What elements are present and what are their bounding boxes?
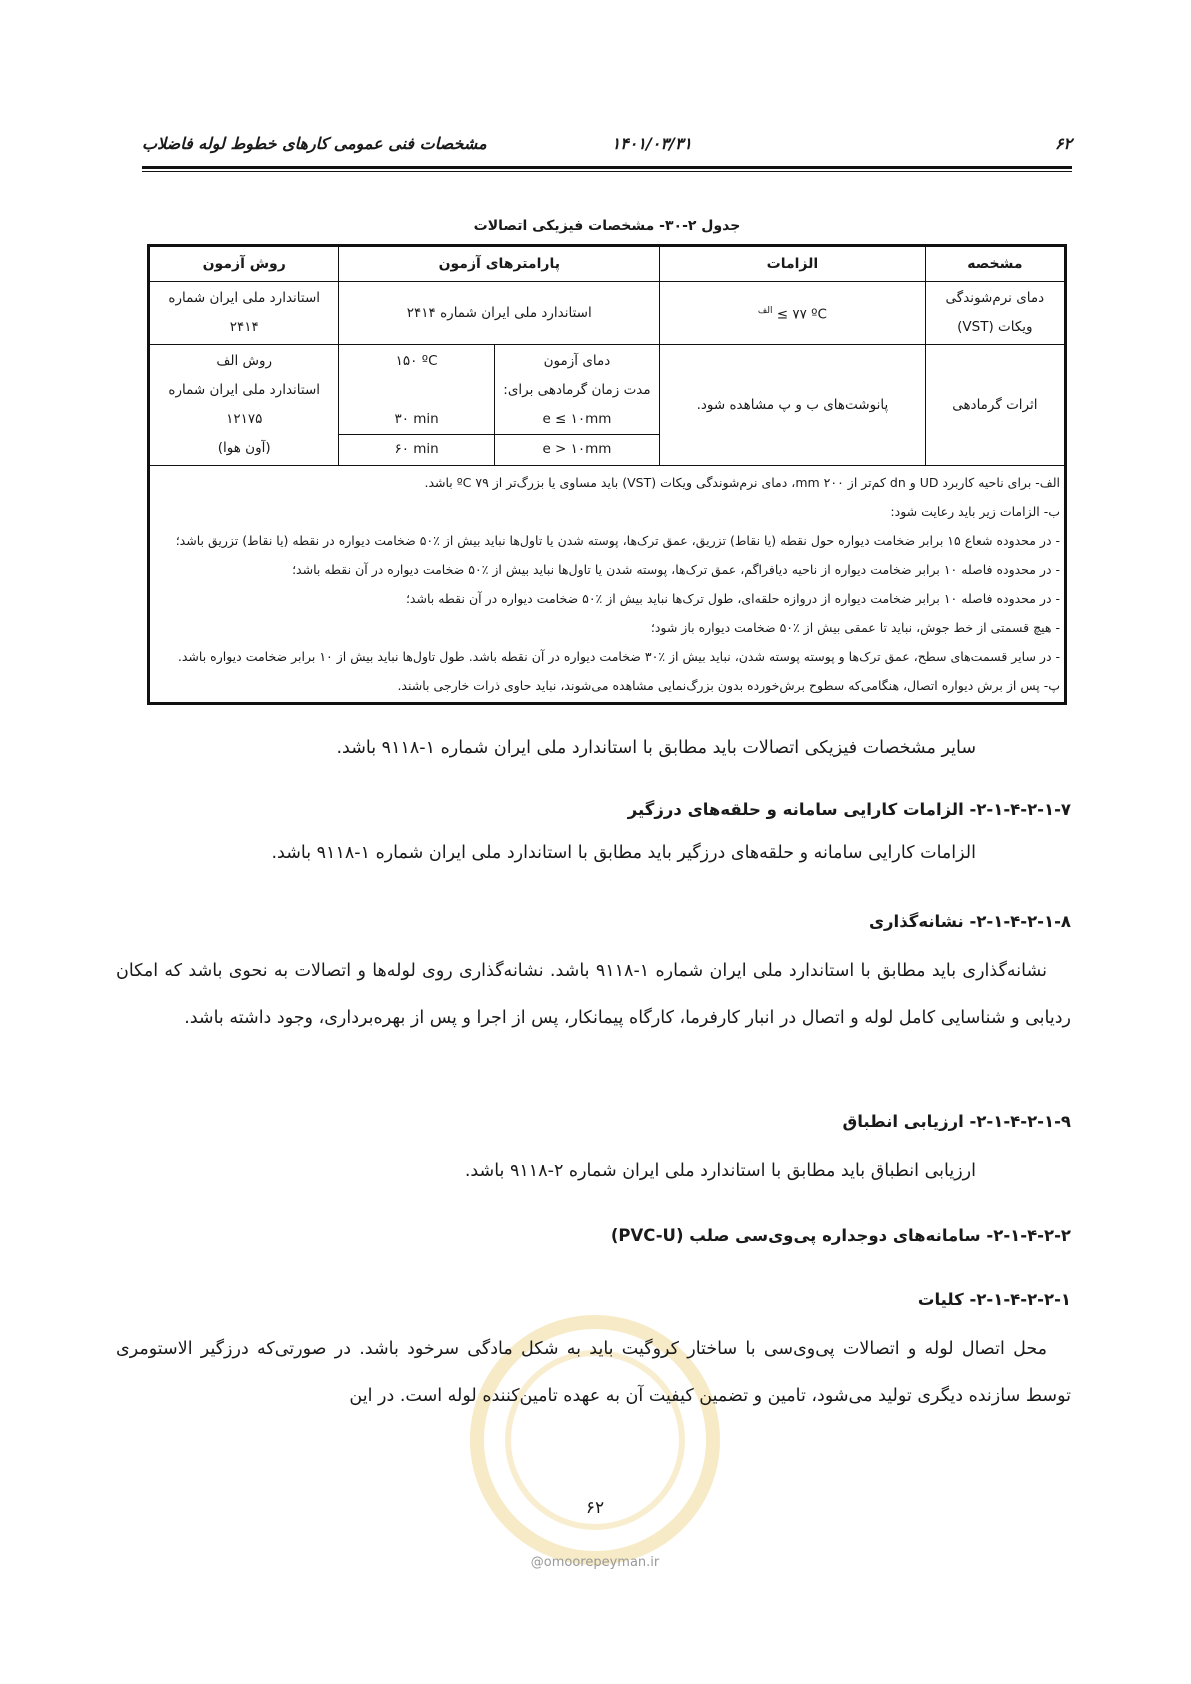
paragraph: نشانه‌گذاری باید مطابق با استاندارد ملی ایران شماره ۱-۹۱۱۸ باشد. نشانه‌گذاری روی لوله‌ها و اتصالات به نحوی باشد که امکان ردیابی و شناسایی کامل لوله و اتصال در انبار کارفرما، کارگاه پیمانکار، پس از اجرا و پس از بهره‌برداری، وجود داشته باشد. <box>116 961 1071 1028</box>
footnote-marker: الف <box>757 305 773 316</box>
paragraph: محل اتصال لوله و اتصالات پی‌وی‌سی با ساختار کروگیت باید به شکل مادگی سرخود باشد. در صورتی‌که درزگیر الاستومری توسط سازنده دیگری تولید می‌شود، تامین و تضمین کیفیت آن به عهده تامین‌کننده لوله است. در این <box>116 1339 1071 1406</box>
cell-line: ۶۰ min <box>339 434 493 464</box>
physical-properties-table <box>147 244 1067 705</box>
header-title: مشخصات فنی عمومی کارهای خطوط لوله فاضلاب <box>142 134 487 153</box>
cell-line: روش الف <box>216 353 273 369</box>
table-cell <box>149 345 339 466</box>
table-cell: استاندارد ملی ایران شماره ۲۴۱۴ <box>339 282 660 345</box>
section-heading: ۲-۱-۴-۲-۱-۷- الزامات کارایی سامانه و حلقه‌های درزگیر <box>627 800 1071 819</box>
cell-line: استاندارد ملی ایران شماره <box>168 382 321 398</box>
table-note: ب- الزامات زیر باید رعایت شود: <box>890 504 1060 519</box>
table-header: الزامات <box>660 246 926 282</box>
cell-line <box>339 376 493 405</box>
header-rule <box>142 166 1072 169</box>
requirement-value: ≤ ۷۷ ºC <box>776 306 827 323</box>
table-notes <box>149 466 1066 704</box>
section-heading: ۲-۱-۴-۲-۱-۹- ارزیابی انطباق <box>842 1112 1071 1131</box>
table-cell <box>660 282 926 345</box>
section-heading: ۲-۱-۴-۲-۲- سامانه‌های دوجداره پی‌وی‌سی صلب (PVC-U) <box>610 1226 1071 1245</box>
section-heading: ۲-۱-۴-۲-۱-۸- نشانه‌گذاری <box>868 912 1071 931</box>
cell-line: استاندارد ملی ایران شماره <box>168 290 321 306</box>
table-note: - در محدوده شعاع ۱۵ برابر ضخامت دیواره حول نقطه (یا نقاط) تزریق، عمق ترک‌ها، پوسته شدن یا تاول‌ها نباید بیش از ٪۵۰ ضخامت دیواره در نقطه (یا نقاط) تزریق باشد؛ <box>175 533 1060 548</box>
table-note: - در محدوده فاصله ۱۰ برابر ضخامت دیواره از دروازه حلقه‌ای، طول ترک‌ها نباید بیش از ٪۵۰ ضخامت دیواره در آن نقطه باشد؛ <box>405 591 1060 606</box>
paragraph: الزامات کارایی سامانه و حلقه‌های درزگیر باید مطابق با استاندارد ملی ایران شماره ۱-۹۱۱۸ باشد. <box>271 843 976 863</box>
table-note: - در سایر قسمت‌های سطح، عمق ترک‌ها و پوسته پوسته شدن، نباید بیش از ٪۳۰ ضخامت دیواره در آن نقطه باشد. طول تاول‌ها نباید بیش از ۱۰ برابر ضخامت دیواره باشد. <box>177 649 1060 664</box>
table-cell <box>339 345 494 466</box>
table-header: پارامترهای آزمون <box>339 246 660 282</box>
footer-page-number: ۶۲ <box>585 1498 605 1518</box>
table-note: - در محدوده فاصله ۱۰ برابر ضخامت دیواره از ناحیه دیافراگم، عمق ترک‌ها، پوسته شدن یا تاول‌ها نباید بیش از ٪۵۰ ضخامت دیواره در آن نقطه باشد؛ <box>292 562 1060 577</box>
cell-line: ویکات (VST) <box>957 319 1033 335</box>
cell-line: مدت زمان گرمادهی برای: <box>503 381 651 398</box>
cell-line: (آون هوا) <box>217 440 271 456</box>
header-rule-thin <box>142 171 1072 172</box>
table-note: پ- پس از برش دیواره اتصال، هنگامی‌که سطوح برش‌خورده بدون بزرگ‌نمایی مشاهده می‌شوند، نباید حاوی ذرات خارجی باشند. <box>397 678 1060 693</box>
header-page-number: ۶۲ <box>1054 134 1072 153</box>
footer-site[interactable]: @omoorepeyman.ir <box>530 1555 660 1570</box>
cell-line: دمای آزمون <box>543 352 611 369</box>
table-notes-row <box>149 466 1066 704</box>
table-header-row <box>149 246 1066 282</box>
cell-line: ۲۴۱۴ <box>229 319 259 335</box>
table-cell <box>925 282 1065 345</box>
paragraph: سایر مشخصات فیزیکی اتصالات باید مطابق با استاندارد ملی ایران شماره ۱-۹۱۱۸ باشد. <box>336 738 976 758</box>
table-note: - هیچ قسمتی از خط جوش، نباید تا عمقی بیش از ٪۵۰ ضخامت دیواره باز شود؛ <box>650 620 1060 635</box>
table-cell <box>494 345 659 466</box>
cell-line: e ≤ ۱۰mm <box>542 410 612 427</box>
table-cell: اثرات گرمادهی <box>925 345 1065 466</box>
table-row <box>149 345 1066 466</box>
table-cell: پانوشت‌های ب و پ مشاهده شود. <box>660 345 926 466</box>
section-heading: ۲-۱-۴-۲-۲-۱- کلیات <box>917 1290 1071 1309</box>
cell-line: دمای نرم‌شوندگی <box>945 290 1045 306</box>
table-caption: جدول ۲-۳۰- مشخصات فیزیکی اتصالات <box>473 218 741 234</box>
cell-line: ۳۰ min <box>394 410 439 427</box>
paragraph: ارزیابی انطباق باید مطابق با استاندارد ملی ایران شماره ۲-۹۱۱۸ باشد. <box>464 1161 976 1181</box>
running-header <box>142 128 1072 164</box>
table-row <box>149 282 1066 345</box>
cell-line: ۱۵۰ ºC <box>395 352 438 369</box>
table-note: الف- برای ناحیه کاربرد UD و dn کم‌تر از mm ۲۰۰، دمای نرم‌شوندگی ویکات (VST) باید مساوی یا بزرگ‌تر از ۷۹ ºC باشد. <box>424 475 1060 490</box>
table-header: مشخصه <box>925 246 1065 282</box>
cell-line: ۱۲۱۷۵ <box>226 411 263 427</box>
cell-line: e > ۱۰mm <box>495 434 659 464</box>
header-date: ۱۴۰۱/۰۳/۳۱ <box>611 134 692 153</box>
table-cell <box>149 282 339 345</box>
table-header: روش آزمون <box>149 246 339 282</box>
